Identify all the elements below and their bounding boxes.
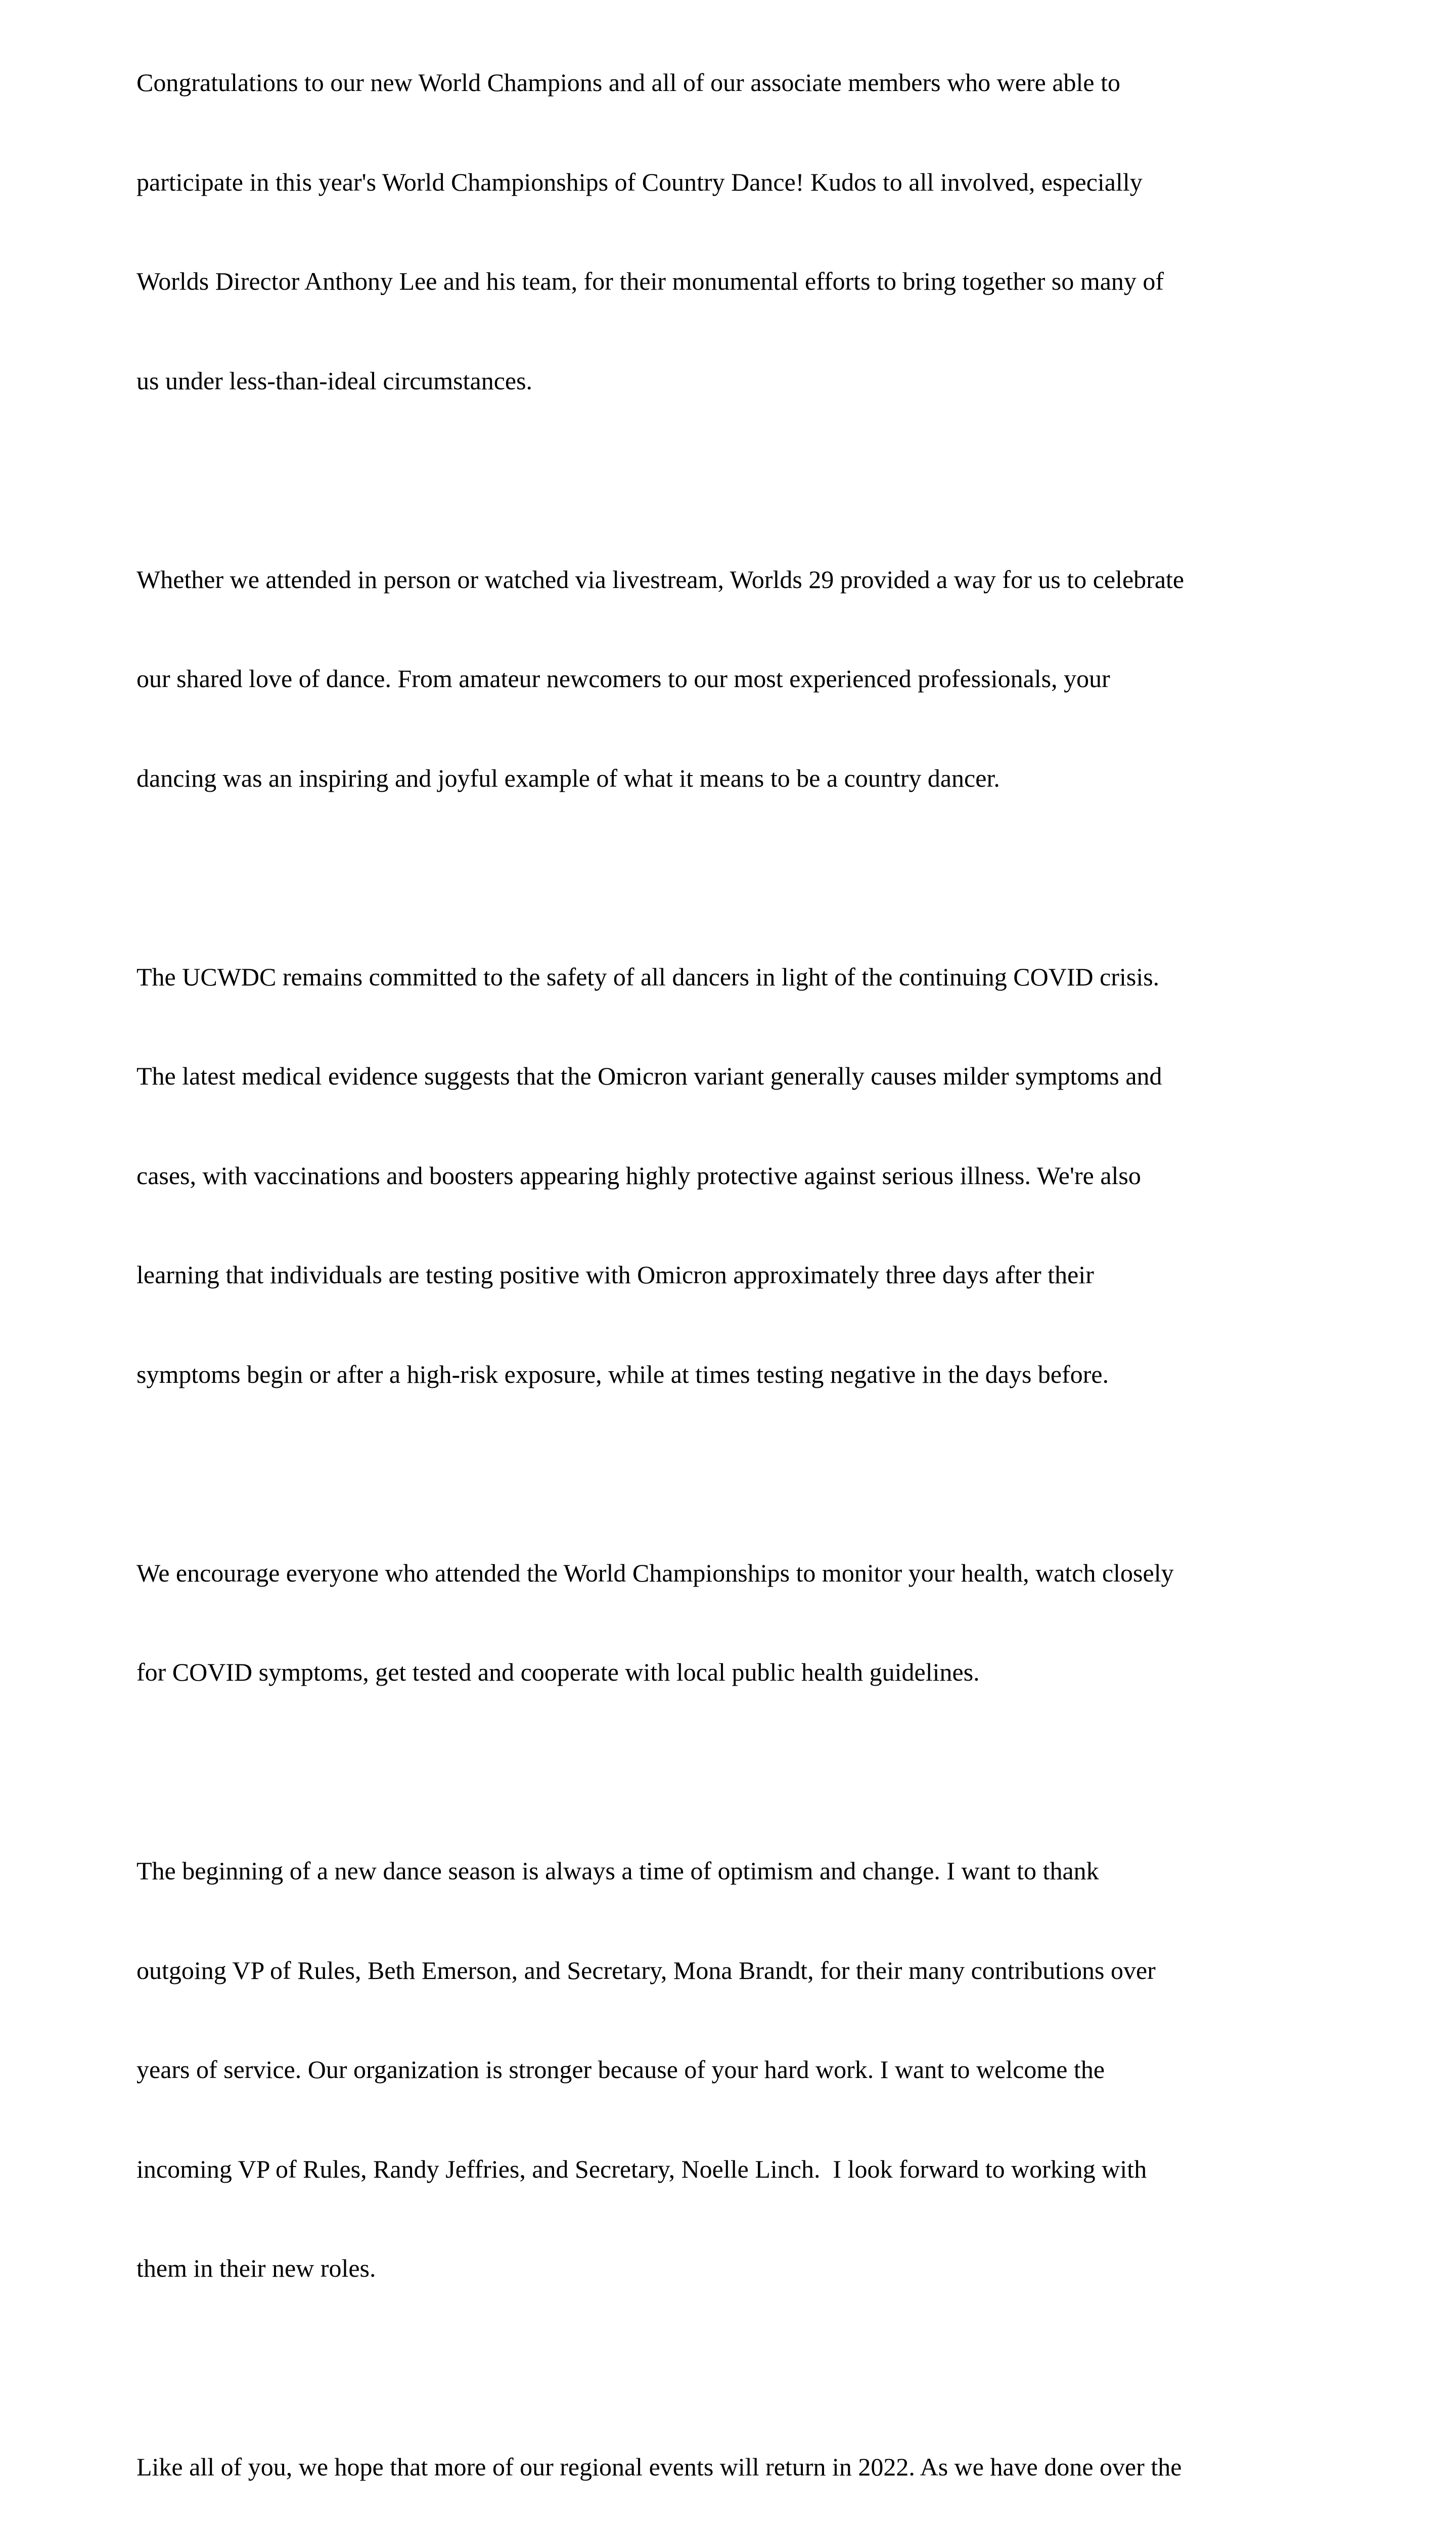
- text-line: them in their new roles.: [136, 2254, 376, 2282]
- text-line: The beginning of a new dance season is always a time of optimism and change. I want to thank: [136, 1857, 1099, 1885]
- paragraph-gap: [136, 1755, 1360, 1789]
- text-line: dancing was an inspiring and joyful example of what it means to be a country dancer.: [136, 763, 1000, 792]
- text-line: Worlds Director Anthony Lee and his team, for their monumental efforts to bring together so many of: [136, 267, 1164, 295]
- text-line: Whether we attended in person or watched via livestream, Worlds 29 provided a way for us to celebrate: [136, 565, 1185, 594]
- paragraph-health-monitoring: [136, 1491, 1360, 1755]
- paragraph-regional-events: [136, 2384, 1360, 2528]
- paragraph-gap: [136, 2352, 1360, 2385]
- text-line: The UCWDC remains committed to the safety of all dancers in light of the continuing COVID crisis.: [136, 962, 1160, 991]
- paragraph-gap: [136, 861, 1360, 894]
- text-line: Like all of you, we hope that more of our regional events will return in 2022. As we have done over the: [136, 2453, 1182, 2481]
- paragraph-congratulations: [136, 0, 1360, 464]
- text-line: incoming VP of Rules, Randy Jeffries, and Secretary, Noelle Linch. I look forward to working with: [136, 2154, 1147, 2183]
- paragraph-covid-safety: [136, 894, 1360, 1458]
- text-line: our shared love of dance. From amateur newcomers to our most experienced professionals, your: [136, 664, 1110, 693]
- text-line: We encourage everyone who attended the World Championships to monitor your health, watch closely: [136, 1558, 1174, 1587]
- text-line: Congratulations to our new World Champions and all of our associate members who were able to: [136, 68, 1120, 97]
- paragraph-gap: [136, 464, 1360, 497]
- text-line: symptoms begin or after a high-risk exposure, while at times testing negative in the days before.: [136, 1360, 1109, 1388]
- text-line: outgoing VP of Rules, Beth Emerson, and Secretary, Mona Brandt, for their many contributions over: [136, 1956, 1156, 1984]
- paragraph-new-season: [136, 1788, 1360, 2352]
- text-line: years of service. Our organization is stronger because of your hard work. I want to welcome the: [136, 2055, 1105, 2084]
- text-line: learning that individuals are testing positive with Omicron approximately three days after their: [136, 1260, 1094, 1289]
- paragraph-gap: [136, 1457, 1360, 1491]
- text-line: us under less-than-ideal circumstances.: [136, 366, 533, 395]
- text-line: for COVID symptoms, get tested and cooperate with local public health guidelines.: [136, 1658, 980, 1686]
- text-line: participate in this year's World Championships of Country Dance! Kudos to all involved, especially: [136, 167, 1143, 196]
- text-line: cases, with vaccinations and boosters appearing highly protective against serious illness. We're also: [136, 1161, 1141, 1190]
- text-line: The latest medical evidence suggests that the Omicron variant generally causes milder symptoms and: [136, 1062, 1162, 1090]
- letter-body: [136, 0, 1360, 2528]
- paragraph-livestream: [136, 497, 1360, 862]
